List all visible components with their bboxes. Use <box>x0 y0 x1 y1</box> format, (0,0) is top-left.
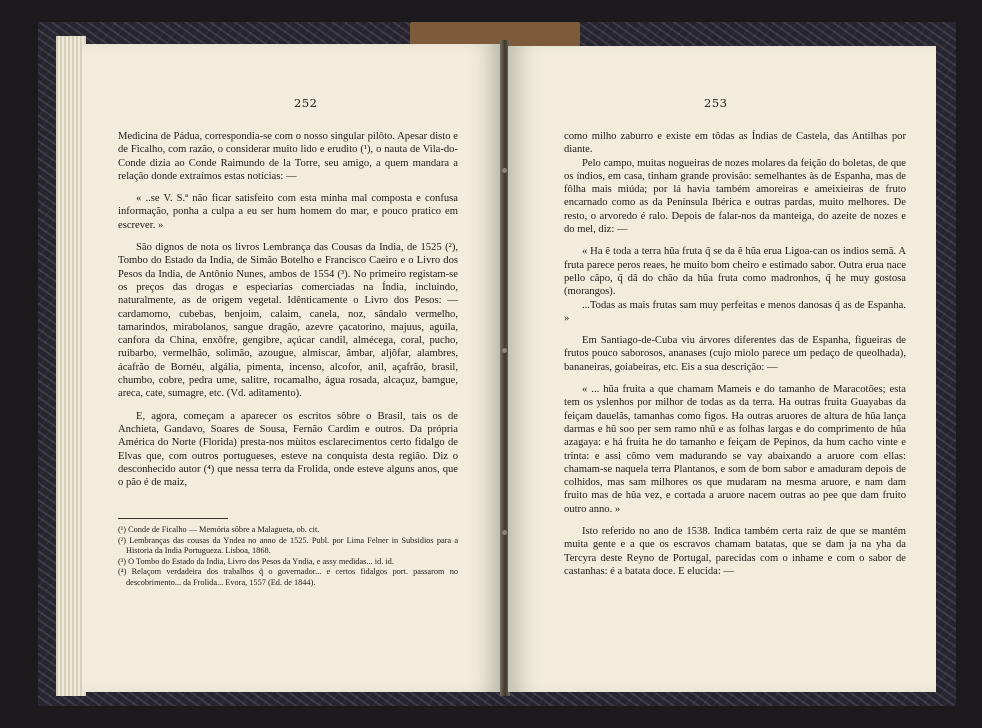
footnote: (²) Lembranças das cousas da Yndea no anno de 1525. Publ. por Lima Felner in Subsidios para a Historia da India Portugueza. Lisboa, 1868. <box>118 535 458 556</box>
quotation: « ... hũa fruita a que chamam Mameis e do tamanho de Maracotões; esta tem os yslenhos por milhor de todas as da terra. Ha outras fruita Guayabas da feiçam dauelãs, tamanhas como figos. Ha outras aruores de altura de hũa lança darmas e hũ soo per sem ramo nhũ e as folhas largas e do comprimento de hũa azagaya: e há fruita he do tamanho e feiçam de Pepinos, da hum cacho vinte e trinta: e assi cõmo vem madurando se vay abaixando a aruore com ellas: chamam-se naquela terra Plantanos, e som de bom sabor e amaduram depois de colhidos, mas sam milhores os que mudaram na mesma aruore, e nam dam fruito mas de hũa vez, e cortada a aruore nacem outras ao pee que dam fruito outro anno. » <box>564 384 906 515</box>
page-number: 253 <box>704 96 728 110</box>
paragraph: Pelo campo, muitas nogueiras de nozes molares da feição do boletas, de que os índios, em casa, tinham grande provisão: semelhantes às de Espanha, mas de fôlha mais miúda; por lá havia também amoreiras e ameixieiras de fruto encarnado como as da Península Ibérica e outras pardas, muito melhores. De resto, o arvoredo é ralo. Depois de falar-nos da manteiga, do azeite de nozes e do mel, diz: — <box>564 157 906 236</box>
right-body <box>564 130 906 578</box>
paragraph: Isto referido no ano de 1538. Indica também certa raiz de que se mantém muita gente e a que os escravos chamam batatas, que se dam ja na yha da Tercyra deste Reyno de Portugal, parecidas com o inhame e com o sabor de castanhas: é a batata doce. E elucida: — <box>564 526 906 577</box>
left-page <box>82 44 502 692</box>
footnote: (¹) Conde de Ficalho — Memória sôbre a Malagueta, ob. cit. <box>118 525 320 534</box>
footnote-rule <box>118 518 228 519</box>
binding-stitch <box>502 348 507 353</box>
quotation: « ..se V. S.ª não ficar satisfeito com esta minha mal composta e confusa informação, ponha a culpa a eu ser hum homem do mar, e pouco pratico em escrever. » <box>118 193 458 231</box>
left-body <box>118 130 458 489</box>
footnote: (⁴) Relaçom verdadeira dos trabalhos q̃ o governador... e certos fidalgos port. passarom no descobrimento... da Frolida... Evora, 1557 (Ed. de 1844). <box>118 567 458 587</box>
quotation: « Ha ẽ toda a terra hũa fruta q̃ se da ẽ hũa erua Ligoa-can os indios semã. A fruta parece peros reaes, he muito bom cheiro e estimado sabor. Outra erua nace pello cãpo, q̃ dâ do chão da hũa fruta como madronhos, q̃ he muy gostosa (morangos). <box>564 246 906 298</box>
right-page <box>508 46 936 692</box>
binding-stitch <box>502 168 507 173</box>
footnotes <box>118 525 458 589</box>
page-number: 252 <box>294 96 318 110</box>
paragraph: Medicina de Pádua, correspondia-se com o nosso singular pilôto. Apesar disto e de Ficalho, com razão, o considerar muito lido e erudito (¹), o nauta de Vila-do-Conde dizia ao Conde Raimundo de la Torre, seu amigo, a quem mandara a relação donde extraímos estas notícias: — <box>118 131 458 182</box>
footnote: (³) O Tombo do Estado da India, Livro dos Pesos da Yndia, e assy medidas... id. id. <box>118 556 394 566</box>
paragraph: E, agora, começam a aparecer os escritos sôbre o Brasil, tais os de Anchieta, Gandavo, Soares de Sousa, Fernão Cardim e outros. Da própria América do Norte (Florida) presta-nos mùitos esclarecimentos certo fidalgo de Elvas que, com outros portugueses, esteve na conquista desta região. Diz o desconhecido autor (⁴) que nessa terra da Frolida, onde esteve alguns anos, que o pão é de maiz, <box>118 410 458 489</box>
quotation: ...Todas as mais frutas sam muy perfeitas e menos danosas q̃ as de Espanha. » <box>564 299 906 324</box>
binding-stitch <box>502 530 507 535</box>
paragraph: Em Santiago-de-Cuba viu árvores diferentes das de Espanha, figueiras de frutos pouco saborosos, ananases (cujo miolo parece um pedaço de queolhada), bananeiras, goiabeiras, etc. Eis a sua descrição: — <box>564 335 906 373</box>
paragraph: como milho zaburro e existe em tôdas as Índias de Castela, das Antilhas por diante. <box>564 131 906 156</box>
paragraph: São dignos de nota os livros Lembrança das Cousas da India, de 1525 (²), Tombo do Estado da India, de Simão Botelho e Francisco Caeiro e o Livro dos Pesos da India, de Antônio Nunes, ambos de 1554 (³). No primeiro registam-se os preços das drogas e especiarias comerciadas na Índia, incluindo, naturalmente, as de origem vegetal. Idênticamente o Livro dos Pesos: — cardamomo, cubebas, benjoim, calaim, canela, noz, sândalo vermelho, tamarindos, mirabolanos, sangue dragão, azevre çacatorino, majuus, aguila, canfora da China, enxôfre, gengibre, açúcar candil, almécega, coral, pucho, ruibarbo, vermelhão, solimão, azougue, almiscar, âmbar, aljôfar, alambres, ácafrão de Bornéu, algália, pimenta, incenso, alcofor, anil, açafrão, brasil, chumbo, cobre, pedra ume, salitre, rocamalho, água rosada, alcaçuz, bamgue, areca, cate, sumagre, etc. (Vd. aditamento). <box>118 242 458 400</box>
